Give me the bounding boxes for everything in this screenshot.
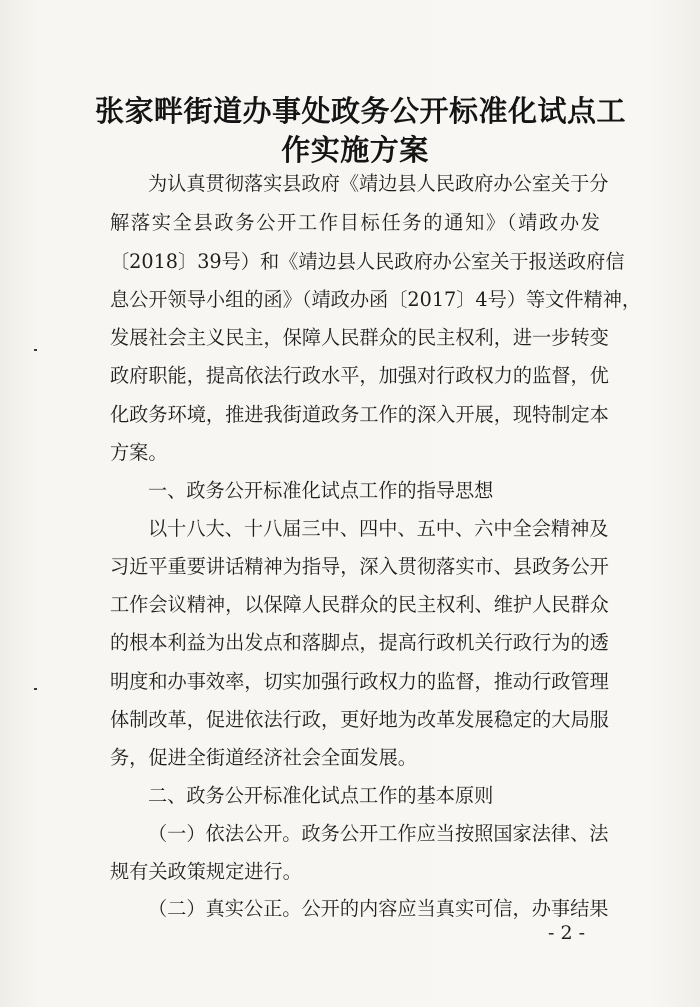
- body-line: 的根本利益为出发点和落脚点，提高行政机关行政行为的透: [110, 631, 609, 654]
- body-line: 为认真贯彻落实县政府《靖边县人民政府办公室关于分: [148, 172, 609, 195]
- body-line: （一）依法公开。政务公开工作应当按照国家法律、法: [148, 822, 609, 845]
- body-line: 工作会议精神，以保障人民群众的民主权利、维护人民群众: [110, 593, 609, 616]
- body-line: 化政务环境，推进我街道政务工作的深入开展，现特制定本: [110, 403, 609, 426]
- document-title-line-2: 作实施方案: [281, 133, 429, 167]
- body-line: 规有关政策规定进行。: [110, 860, 302, 883]
- scan-margin-mark: [34, 349, 37, 351]
- body-line: 务，促进全街道经济社会全面发展。: [110, 746, 417, 769]
- body-line: 明度和办事效率，切实加强行政权力的监督，推动行政管理: [110, 670, 609, 693]
- body-line: 一、政务公开标准化试点工作的指导思想: [148, 479, 494, 502]
- body-line: 习近平重要讲话精神为指导，深入贯彻落实市、县政务公开: [110, 555, 609, 578]
- body-line: 〔2018〕39号）和《靖边县人民政府办公室关于报送政府信: [110, 250, 625, 273]
- document-title-line-1: 张家畔街道办事处政务公开标准化试点工: [95, 94, 627, 128]
- body-line: 以十八大、十八届三中、四中、五中、六中全会精神及: [148, 517, 609, 540]
- body-line: 二、政务公开标准化试点工作的基本原则: [148, 784, 494, 807]
- body-line: 政府职能，提高依法行政水平，加强对行政权力的监督，优: [110, 364, 609, 387]
- body-line: 发展社会主义民主，保障人民群众的民主权利，进一步转变: [110, 326, 609, 349]
- body-line: 体制改革，促进依法行政，更好地为改革发展稳定的大局服: [110, 708, 609, 731]
- body-line: 解落实全县政务公开工作目标任务的通知》（靖政办发: [110, 211, 600, 234]
- scan-margin-mark: [34, 688, 37, 690]
- body-line: （二）真实公正。公开的内容应当真实可信，办事结果: [148, 897, 609, 920]
- page-number: - 2 -: [548, 922, 586, 944]
- body-line: 方案。: [110, 441, 168, 464]
- body-line: 息公开领导小组的函》（靖政办函〔2017〕4号）等文件精神，: [110, 288, 642, 311]
